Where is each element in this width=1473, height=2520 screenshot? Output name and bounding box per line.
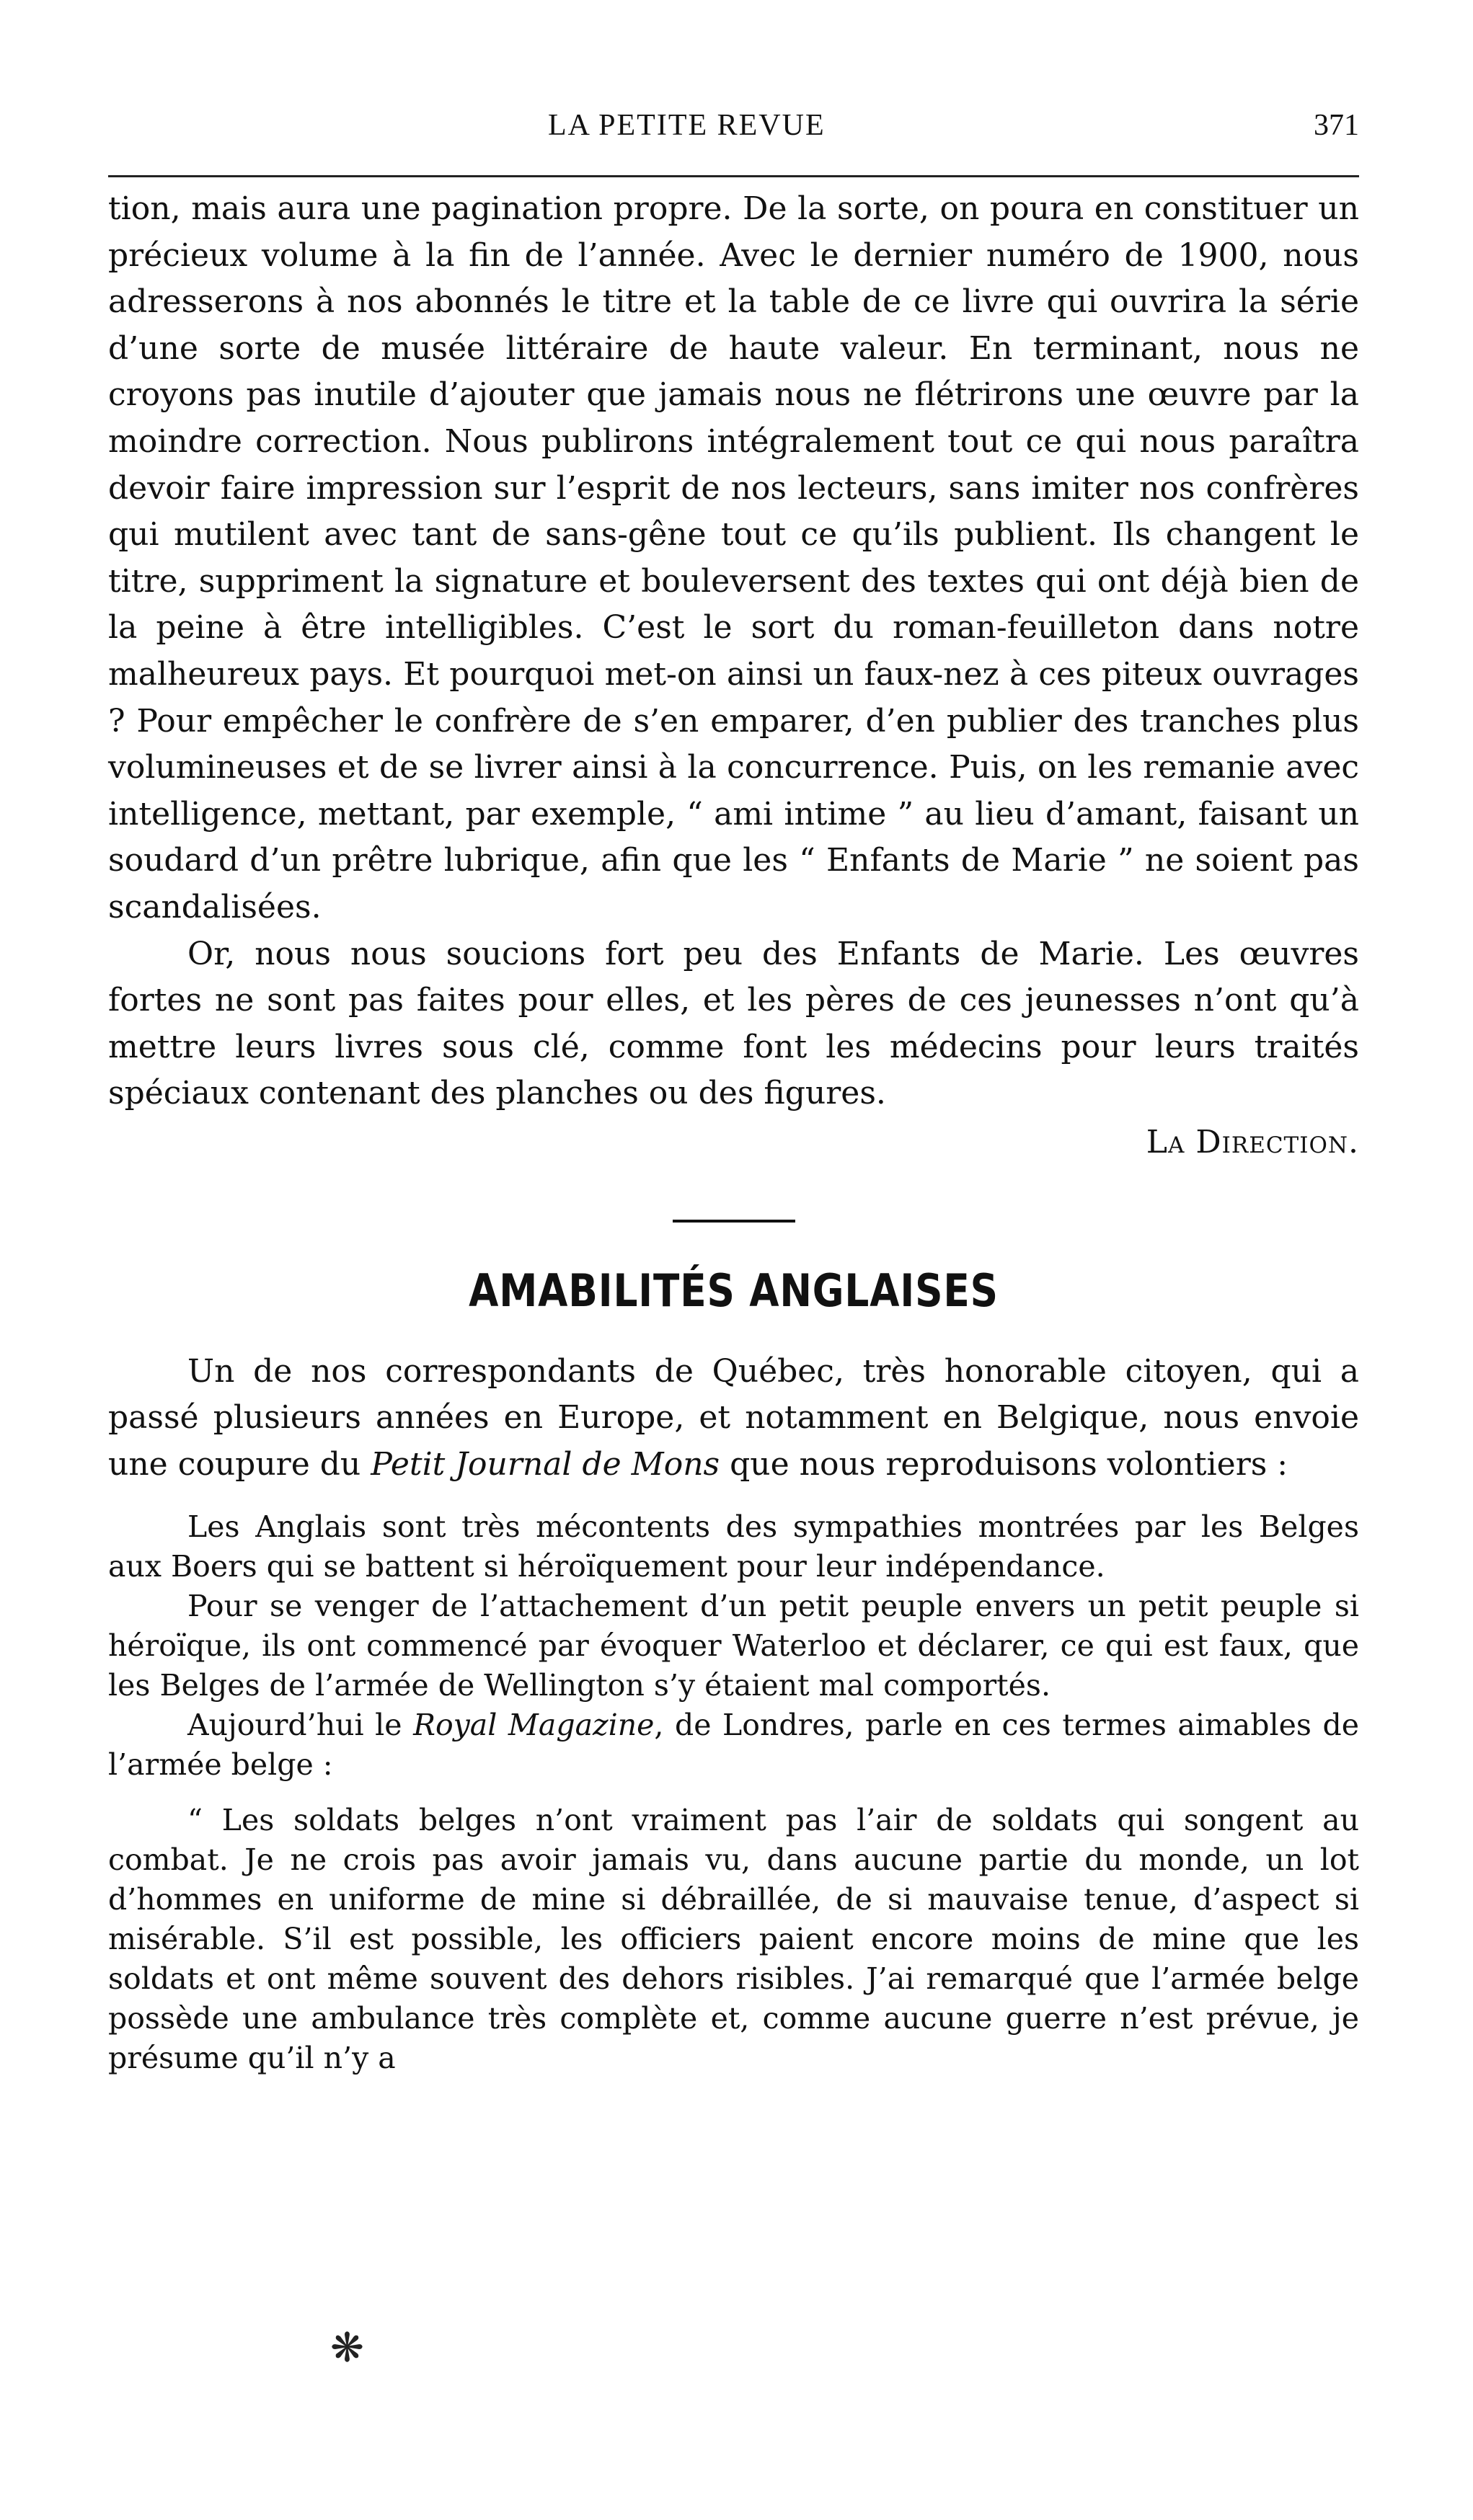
- page-header: [108, 108, 1359, 159]
- newspaper-name: Petit Journal de Mons: [371, 1446, 720, 1483]
- printer-ornament-icon: ❋: [330, 2325, 364, 2372]
- intro-paragraph-2: Or, nous nous soucions fort peu des Enfants de Marie. Les œuvres fortes ne sont pas faites pour elles, et les pères de ces jeunesses n’ont qu’à mettre leurs livres sous clé, comme font les médecins pour leurs traités spéciaux contenant des planches ou des figures.: [108, 935, 1359, 1112]
- article-title: AMABILITÉS ANGLAISES: [469, 1264, 999, 1317]
- quote-paragraph-3: [108, 1705, 1359, 1785]
- lead-text-before: Un de nos correspondants de Québec, très honorable citoyen, qui a passé plusieurs années en Europe, et notamment en Belgique, nous envoie une coupure du: [108, 1352, 1359, 1483]
- lead-paragraph: [108, 1349, 1359, 1489]
- signature: La Direction.: [1146, 1123, 1359, 1161]
- text-column: [108, 186, 1359, 2078]
- intro-paragraph-1: tion, mais aura une pagination propre. De la sorte, on poura en constituer un précieux volume à la fin de l’année. Avec le dernier numéro de 1900, nous adresserons à nos abonnés le titre et la table de ce livre qui ouvrira la série d’une sorte de musée littéraire de haute valeur. En terminant, nous ne croyons pas inutile d’ajouter que jamais nous ne flétrirons une œuvre par la moindre correction. Nous publirons intégralement tout ce qui nous paraîtra devoir faire impression sur l’esprit de nos lecteurs, sans imiter nos confrères qui mutilent avec tant de sans-gêne tout ce qu’ils publient. Ils changent le titre, suppriment la signature et bouleversent des textes qui ont déjà bien de la peine à être intelligibles. C’est le sort du roman-feuilleton dans notre malheureux pays. Et pourquoi met-on ainsi un faux-nez à ces piteux ouvrages ? Pour empêcher le confrère de s’en emparer, d’en publier des tranches plus volumineuses et de se livrer ainsi à la concurrence. Puis, on les remanie avec intelligence, mettant, par exemple, “ ami intime ” au lieu d’amant, faisant un soudard d’un prêtre lubrique, afin que les “ Enfants de Marie ” ne soient pas scandalisées.: [108, 190, 1359, 926]
- running-title: LA PETITE REVUE: [548, 109, 826, 142]
- magazine-name: Royal Magazine: [413, 1707, 655, 1742]
- section-divider: [673, 1220, 795, 1223]
- quoted-article: [108, 1507, 1359, 2078]
- lead-text-after: que nous reproduisons volontiers :: [720, 1446, 1288, 1483]
- today-text-before: Aujourd’hui le: [187, 1707, 414, 1742]
- quote-paragraph-2: Pour se venger de l’attachement d’un petit peuple envers un petit peuple si héroïque, ils ont commencé par évoquer Waterloo et déclarer, ce qui est faux, que les Belges de l’armée de Wellington s’y étaient mal comportés.: [108, 1588, 1359, 1703]
- citation-paragraph: “ Les soldats belges n’ont vraiment pas l’air de soldats qui songent au combat. Je ne crois pas avoir jamais vu, dans aucune partie du monde, un lot d’hommes en uniforme de mine si débraillée, de si mauvaise tenue, d’aspect si misérable. S’il est possible, les officiers paient encore moins de mine que les soldats et ont même souvent des dehors risibles. J’ai remarqué que l’armée belge possède une ambulance très complète et, comme aucune guerre n’est prévue, je présume qu’il n’y a: [108, 1802, 1359, 2075]
- today-text-after: , de Londres, parle en ces termes aimables de l’armée belge :: [108, 1707, 1359, 1782]
- quote-paragraph-1: Les Anglais sont très mécontents des sympathies montrées par les Belges aux Boers qui se battent si héroïquement pour leur indépendance.: [108, 1509, 1359, 1584]
- header-rule: [108, 175, 1359, 177]
- page-number: 371: [1314, 109, 1359, 142]
